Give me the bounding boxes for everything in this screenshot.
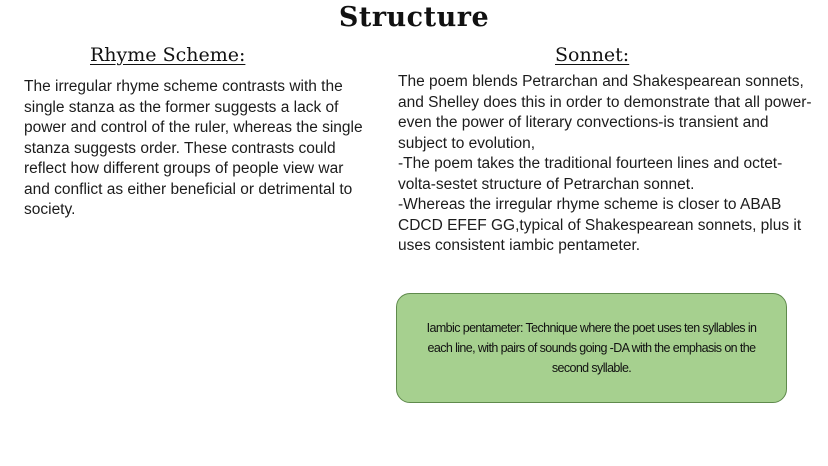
sonnet-heading: Sonnet: — [555, 44, 630, 66]
sonnet-text — [398, 72, 818, 257]
slide-title: Structure — [338, 2, 490, 33]
rhyme-scheme-text: The irregular rhyme scheme contrasts with the single stanza as the former suggests a lack of power and control of the ruler, whereas the single stanza suggests order. These contrasts could reflect how different groups of people view war and conflict as either beneficial or detrimental to society. — [24, 78, 363, 218]
rhyme-scheme-heading: Rhyme Scheme: — [90, 44, 246, 66]
iambic-pentameter-note-text: Iambic pentameter: Technique where the poet uses ten syllables in each line, with pairs of sounds going -DA with the emphasis on the second syllable. — [426, 321, 757, 375]
sonnet-paragraph: -The poem takes the traditional fourteen lines and octet-volta-sestet structure of Petrarchan sonnet. — [398, 155, 783, 193]
iambic-pentameter-note-box — [396, 293, 787, 403]
sonnet-paragraph: The poem blends Petrarchan and Shakespearean sonnets, and Shelley does this in order to demonstrate that all power-even the power of literary convections-is transient and subject to evolution, — [398, 73, 812, 152]
sonnet-paragraph: -Whereas the irregular rhyme scheme is closer to ABAB CDCD EFEF GG,typical of Shakespearean sonnets, plus it uses consistent iambic pentameter. — [398, 196, 802, 254]
